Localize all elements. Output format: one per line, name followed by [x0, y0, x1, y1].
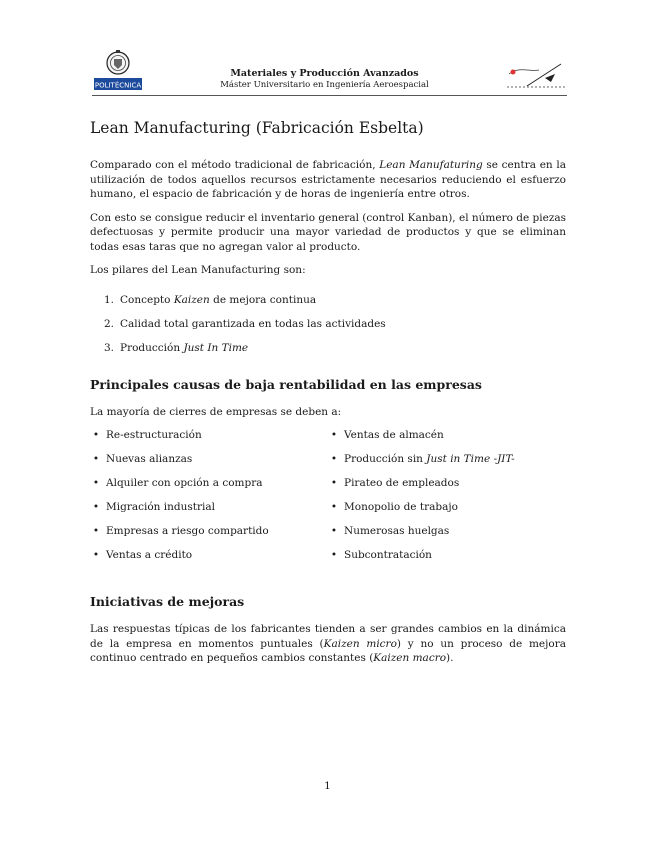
causes-intro: La mayoría de cierres de empresas se deben a: — [90, 405, 342, 418]
header-text — [152, 68, 497, 91]
list-item: • Producción sin Just in Time -JIT- — [330, 453, 515, 465]
causes-list-right — [328, 428, 566, 572]
list-item: 3. Producción Just In Time — [104, 341, 249, 354]
causes-lists — [90, 428, 566, 572]
page-number: 1 — [324, 780, 331, 792]
list-item: • Pirateo de empleados — [330, 477, 460, 489]
course-title: Materiales y Producción Avanzados — [230, 68, 419, 79]
pillars-intro: Los pilares del Lean Manufacturing son: — [90, 264, 306, 276]
list-item: • Re-estructuración — [92, 429, 202, 441]
inventory-paragraph: Con esto se consigue reducir el inventario general (control Kanban), el número de piezas defectuosas y permite producir una mayor variedad de productos y que se eliminan todas esas taras que no agregan valor al producto. — [90, 211, 567, 253]
header-divider — [92, 95, 567, 96]
list-item: • Ventas a crédito — [92, 549, 193, 561]
list-item: • Ventas de almacén — [330, 429, 444, 441]
list-item: • Numerosas huelgas — [330, 525, 450, 537]
causes-list-left — [90, 428, 328, 572]
page-content — [90, 118, 566, 675]
section-title-causes: Principales causas de baja rentabilidad en las empresas — [90, 376, 482, 392]
list-item: • Subcontratación — [330, 549, 432, 561]
list-item: • Alquiler con opción a compra — [92, 477, 263, 489]
improvements-paragraph: Las respuestas típicas de los fabricantes tienden a ser grandes cambios en la dinámica de la empresa en momentos puntuales (Kaizen micro) y no un proceso de mejora continuo centrado en pequeños cambios constantes (Kaizen macro). — [90, 623, 566, 664]
university-logo — [92, 48, 144, 92]
section-title-improvements: Iniciativas de mejoras — [90, 594, 245, 609]
intro-paragraph: Comparado con el método tradicional de fabricación, Lean Manufaturing se centra en la utilización de todos aquellos recursos estrictamente necesarios reduciendo el esfuerzo humano, el espacio de fabricación y de horas de ingeniería entre otros. — [90, 159, 567, 200]
page-header — [92, 44, 567, 96]
pillars-list — [90, 293, 566, 355]
aerospace-logo — [505, 60, 567, 90]
course-subtitle: Máster Universitario en Ingeniería Aeroespacial — [220, 80, 429, 90]
list-item: • Migración industrial — [92, 501, 215, 513]
list-item: 1. Concepto Kaizen de mejora continua — [104, 293, 317, 306]
list-item: 2. Calidad total garantizada en todas las actividades — [104, 317, 386, 330]
page-title: Lean Manufacturing (Fabricación Esbelta) — [90, 119, 424, 137]
svg-text:POLITÉCNICA: POLITÉCNICA — [94, 81, 142, 90]
list-item: • Empresas a riesgo compartido — [92, 525, 269, 537]
list-item: • Monopolio de trabajo — [330, 501, 458, 513]
list-item: • Nuevas alianzas — [92, 453, 193, 465]
